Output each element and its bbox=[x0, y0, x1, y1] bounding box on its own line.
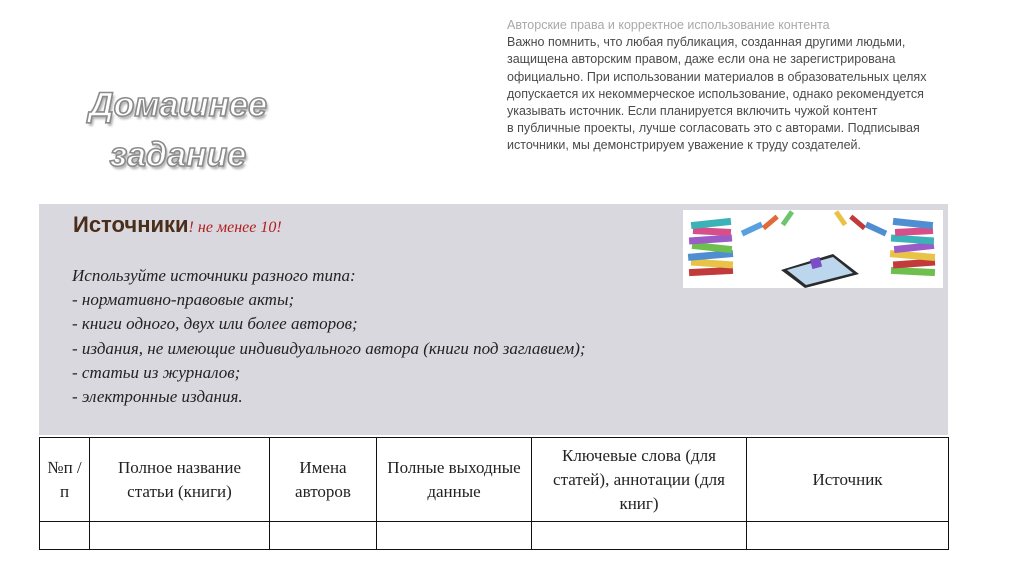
notice-line: в публичные проекты, лучше согласовать это с авторами. Подписывая bbox=[507, 121, 920, 136]
sources-table bbox=[39, 437, 949, 550]
sources-panel bbox=[39, 204, 948, 435]
instructions-item: - электронные издания. bbox=[72, 387, 243, 407]
notice-heading: Авторские права и корректное использование контента bbox=[507, 18, 830, 32]
table-cell[interactable] bbox=[90, 522, 270, 550]
homework-title bbox=[58, 80, 298, 180]
copyright-notice bbox=[507, 17, 997, 155]
notice-line: указывать источник. Если планируется включить чужой контент bbox=[507, 104, 878, 119]
homework-title-line-2: задание bbox=[109, 136, 247, 174]
table-header-row bbox=[40, 438, 949, 522]
notice-line: Важно помнить, что любая публикация, созданная другими людьми, bbox=[507, 35, 906, 50]
instructions-item: - статьи из журналов; bbox=[72, 362, 241, 382]
table-cell[interactable] bbox=[747, 522, 949, 550]
instructions-item: - издания, не имеющие индивидуального автора (книги под заглавием); bbox=[72, 338, 586, 358]
header-keywords: Ключевые слова (для статей), аннотации (для книг) bbox=[532, 438, 747, 522]
header-full-title: Полное название статьи (книги) bbox=[90, 438, 270, 522]
table-cell[interactable] bbox=[377, 522, 532, 550]
sources-instructions bbox=[72, 264, 586, 409]
notice-line: защищена авторским правом, даже если она не зарегистрирована bbox=[507, 52, 896, 67]
notice-line: допускается их некоммерческое использование, однако рекомендуется bbox=[507, 86, 924, 101]
notice-line: источники, мы демонстрируем уважение к труду создателей. bbox=[507, 138, 861, 153]
header-source: Источник bbox=[747, 438, 949, 522]
instructions-intro: Используйте источники разного типа: bbox=[72, 266, 356, 285]
table-row bbox=[40, 522, 949, 550]
header-publication-data: Полные выходные данные bbox=[377, 438, 532, 522]
table-cell[interactable] bbox=[270, 522, 377, 550]
sources-minimum-note: ! не менее 10! bbox=[188, 219, 282, 236]
homework-title-line-1: Домашнее bbox=[89, 86, 267, 124]
notice-line: официально. При использовании материалов в образовательных целях bbox=[507, 69, 927, 84]
header-number: №п /п bbox=[40, 438, 90, 522]
sources-heading: Источники bbox=[73, 212, 189, 237]
table-cell[interactable] bbox=[532, 522, 747, 550]
sources-title bbox=[73, 212, 282, 238]
books-and-tablet-illustration bbox=[683, 210, 943, 288]
instructions-item: - книги одного, двух или более авторов; bbox=[72, 314, 358, 334]
table-cell[interactable] bbox=[40, 522, 90, 550]
header-authors: Имена авторов bbox=[270, 438, 377, 522]
instructions-item: - нормативно-правовые акты; bbox=[72, 290, 295, 310]
